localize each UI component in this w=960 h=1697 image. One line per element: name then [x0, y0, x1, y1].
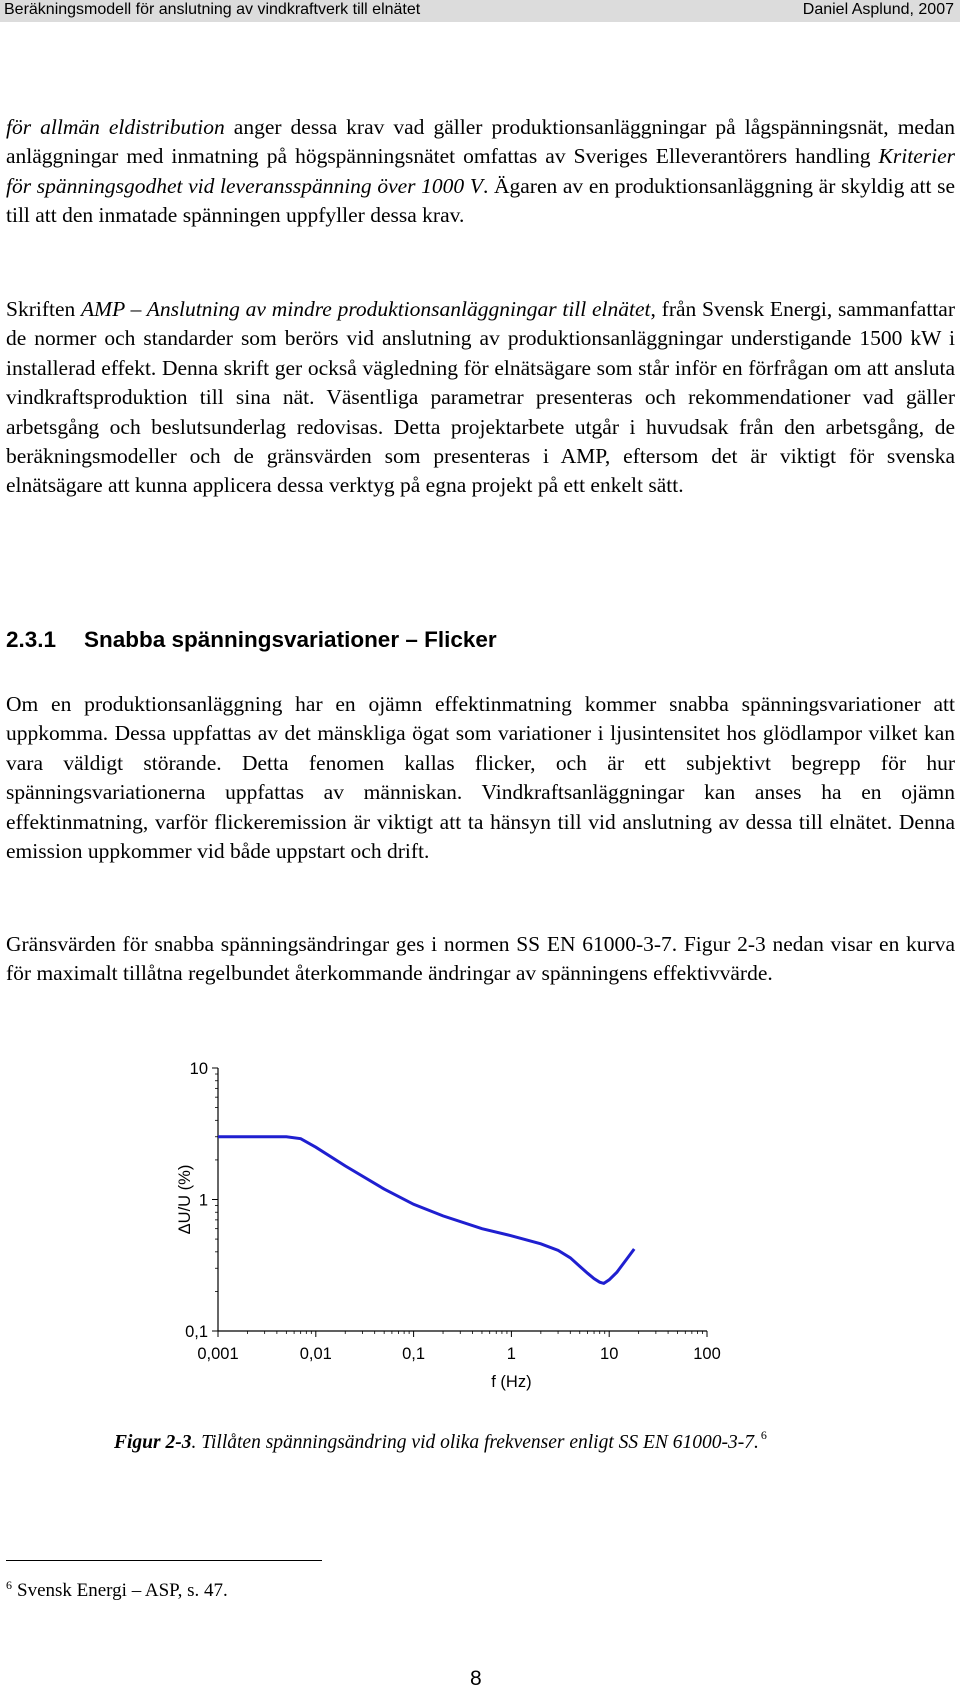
x-tick-label: 0,1: [402, 1345, 426, 1363]
caption-label: Figur 2-3: [114, 1432, 192, 1453]
footnote-mark: 6: [6, 1578, 12, 1592]
p1-italic-1: för allmän eldistribution: [6, 115, 225, 139]
caption-footnote-ref: 6: [760, 1428, 767, 1442]
caption-text: . Tillåten spänningsändring vid olika frekvenser enligt SS EN 61000-3-7.: [191, 1432, 759, 1453]
p1-italic-2: Kriterier för spänningsgodhet vid leveransspänning över 1000 V: [6, 144, 955, 198]
p2-italic: AMP – Anslutning av mindre produktionsanläggningar till elnätet: [81, 297, 651, 321]
section-heading: [6, 627, 497, 653]
footnote-separator: [6, 1560, 322, 1561]
p1-text-2: . Ägaren av en produktionsanläggning är skyldig att se till att den inmatade spänningen uppfyller dessa krav.: [6, 173, 955, 228]
x-tick-label: 0,001: [197, 1345, 239, 1363]
section-number: 2.3.1: [6, 627, 57, 652]
y-tick-label: 0,1: [185, 1323, 208, 1341]
footnote: [6, 1578, 228, 1602]
paragraph-3: [6, 690, 955, 866]
p4-text: Gränsvärden för snabba spänningsändringar ges i normen SS EN 61000-3-7. Figur 2-3 nedan visar en kurva för maximalt tillåtna regelbundet återkommande ändringar av spänningens effektivvärde.: [6, 932, 955, 986]
p1-text-1: anger dessa krav vad gäller produktionsanläggningar på lågspänningsnät, medan anläggningar med inmatning på högspänningsnätet omfattas av Sveriges Elleverantörers handling: [6, 115, 955, 169]
x-tick-label: 100: [693, 1345, 721, 1363]
paragraph-1: [6, 113, 955, 231]
x-tick-label: 10: [600, 1345, 619, 1363]
document-title: Beräkningsmodell för anslutning av vindkraftverk till elnätet: [4, 1, 421, 18]
section-title: Snabba spänningsvariationer – Flicker: [84, 627, 497, 652]
p3-text: Om en produktionsanläggning har en ojämn effektinmatning kommer snabba spänningsvariationer att uppkomma. Dessa uppfattas av det mänskliga ögat som variationer i ljusintensitet hos glödlampor vilket kan vara väldigt störande. Detta fenomen kallas flicker, och är ett subjektivt begrepp för hur spänningsvariationerna uppfattas av människan. Vindkraftsanläggningar kan anses ha en ojämn effektinmatning, varför flickeremission är viktigt att ta hänsyn till vid anslutning av dessa till elnätet. Denna emission uppkommer vid både uppstart och drift.: [6, 692, 955, 864]
figure-caption: [114, 1428, 767, 1454]
x-tick-label: 1: [506, 1345, 516, 1363]
x-tick-label: 0,01: [299, 1345, 332, 1363]
x-axis-label: f (Hz): [491, 1373, 532, 1391]
curve-line: [218, 1137, 634, 1284]
flicker-chart: [176, 1052, 796, 1412]
y-axis-label: ΔU/U (%): [176, 1164, 194, 1235]
paragraph-2: [6, 295, 955, 501]
running-header: [0, 0, 960, 22]
document-author: Daniel Asplund, 2007: [802, 1, 954, 18]
p2-text-1: Skriften: [6, 297, 82, 321]
y-tick-label: 1: [198, 1191, 208, 1210]
page-number: 8: [470, 1667, 482, 1690]
p2-text-2: , från Svensk Energi, sammanfattar de normer och standarder som berörs vid anslutning av produktionsanläggningar understigande 1500 kW i installerad effekt. Denna skrift ger också vägledning för elnätsägare som står inför en förfrågan om att ansluta vindkraftsproduktion till sina nät. Väsentliga parametrar presenteras och rekommendationer vad gäller arbetsgång och beslutsunderlag redovisas. Detta projektarbete utgår i huvudsak från den arbetsgång, de beräkningsmodeller och de gränsvärden som presenteras i AMP, eftersom det är viktigt för svenska elnätsägare att kunna applicera dessa verktyg på egna projekt på ett enkelt sätt.: [6, 297, 955, 498]
y-tick-label: 10: [189, 1060, 208, 1078]
paragraph-4: [6, 930, 955, 989]
footnote-text: Svensk Energi – ASP, s. 47.: [17, 1580, 228, 1601]
